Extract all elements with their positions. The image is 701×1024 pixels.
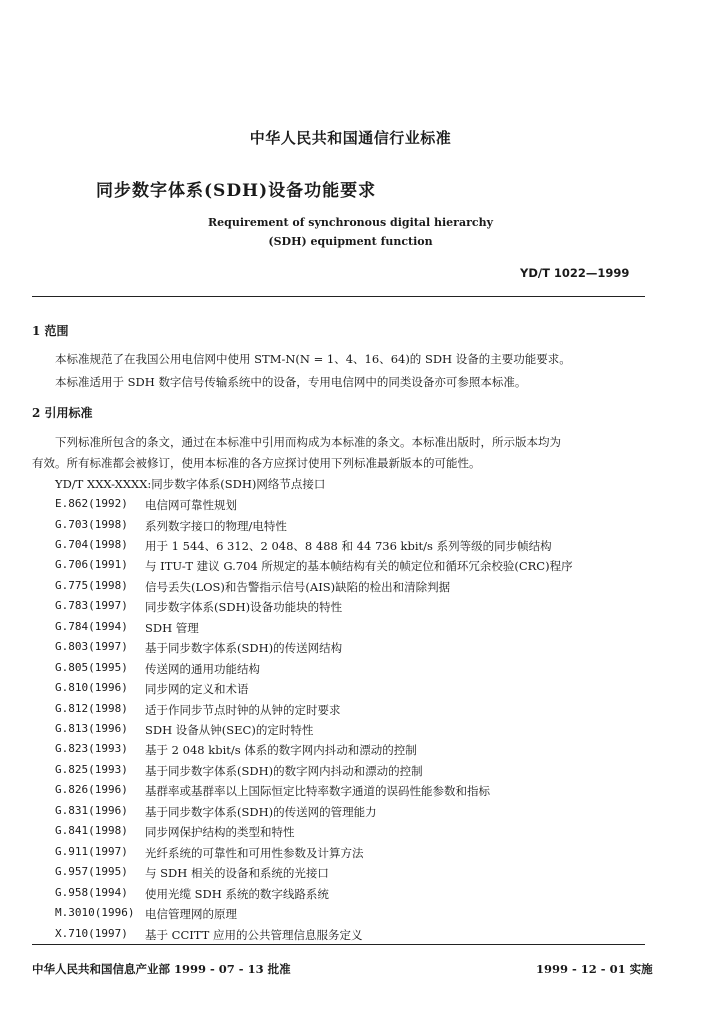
reference-code: G.775(1998) — [55, 578, 128, 592]
reference-code: G.823(1993) — [55, 742, 128, 756]
reference-code: G.805(1995) — [55, 660, 128, 674]
section-1-paragraph-2: 本标准适用于 SDH 数字信号传输系统中的设备，专用电信网中的同类设备亦可参照本标准。 — [55, 375, 527, 389]
reference-item-yd: YD/T XXX-XXXX:同步数字体系(SDH)网络节点接口 — [55, 477, 326, 491]
reference-title: 电信网可靠性规划 — [145, 498, 237, 512]
reference-code: X.710(1997) — [55, 926, 128, 940]
reference-code: G.784(1994) — [55, 619, 128, 633]
reference-title: 系列数字接口的物理/电特性 — [145, 518, 287, 533]
reference-code: G.958(1994) — [55, 885, 128, 899]
reference-title: 同步网的定义和术语 — [145, 682, 249, 696]
header-divider — [32, 296, 645, 297]
reference-title: 光纤系统的可靠性和可用性参数及计算方法 — [145, 845, 364, 860]
reference-title: 与 ITU-T 建议 G.704 所规定的基本帧结构有关的帧定位和循环冗余校验(CRC)程序 — [145, 559, 573, 574]
reference-title: 用于 1 544、6 312、2 048、8 488 和 44 736 kbit/s 系列等级的同步帧结构 — [145, 538, 552, 553]
reference-code: G.704(1998) — [55, 537, 128, 551]
effective-date: 1999 - 12 - 01 实施 — [536, 962, 653, 976]
reference-title: 基于 CCITT 应用的公共管理信息服务定义 — [145, 927, 363, 942]
reference-title: 基于同步数字体系(SDH)的数字网内抖动和漂动的控制 — [145, 763, 423, 778]
reference-code: G.841(1998) — [55, 824, 128, 838]
reference-code: G.911(1997) — [55, 844, 128, 858]
reference-title: 基于 2 048 kbit/s 体系的数字网内抖动和漂动的控制 — [145, 743, 417, 758]
section-1-heading: 1 范围 — [32, 324, 69, 338]
approval-date: 中华人民共和国信息产业部 1999 - 07 - 13 批准 — [32, 962, 291, 976]
reference-title: 信号丢失(LOS)和告警指示信号(AIS)缺陷的检出和清除判据 — [145, 579, 451, 594]
document-title-cn: 同步数字体系(SDH)设备功能要求 — [96, 181, 377, 201]
reference-title: 传送网的通用功能结构 — [145, 661, 260, 676]
reference-code: G.813(1996) — [55, 722, 128, 735]
reference-title: 适于作同步节点时钟的从钟的定时要求 — [145, 702, 341, 717]
section-2-heading: 2 引用标准 — [32, 406, 93, 420]
reference-title: 与 SDH 相关的设备和系统的光接口 — [145, 866, 329, 881]
reference-title: 基于同步数字体系(SDH)的传送网的管理能力 — [145, 804, 377, 819]
reference-title: 基于同步数字体系(SDH)的传送网结构 — [145, 641, 343, 656]
reference-code: G.703(1998) — [55, 517, 128, 531]
section-2-intro-line-2: 有效。所有标准都会被修订，使用本标准的各方应探讨使用下列标准最新版本的可能性。 — [32, 456, 481, 470]
reference-code: G.825(1993) — [55, 762, 128, 776]
reference-code: G.706(1991) — [55, 558, 128, 572]
reference-title: SDH 管理 — [145, 620, 199, 635]
reference-code: G.826(1996) — [55, 783, 128, 797]
reference-code: M.3010(1996) — [55, 906, 135, 919]
section-1-paragraph-1: 本标准规范了在我国公用电信网中使用 STM-N(N = 1、4、16、64)的 SDH 设备的主要功能要求。 — [55, 352, 571, 366]
reference-title: 同步网保护结构的类型和特性 — [145, 825, 295, 840]
reference-code: G.957(1995) — [55, 865, 128, 879]
footer-divider — [32, 944, 645, 945]
reference-code: G.812(1998) — [55, 701, 128, 715]
reference-title: 使用光缆 SDH 系统的数字线路系统 — [145, 886, 329, 901]
reference-title: 电信管理网的原理 — [145, 907, 237, 921]
reference-code: G.783(1997) — [55, 599, 128, 613]
reference-title: 基群率或基群率以上国际恒定比特率数字通道的误码性能参数和指标 — [145, 784, 490, 799]
reference-code: G.803(1997) — [55, 640, 128, 654]
section-2-intro-line-1: 下列标准所包含的条文，通过在本标准中引用而构成为本标准的条文。本标准出版时，所示版本均为 — [55, 435, 561, 449]
document-title-en-line1: Requirement of synchronous digital hierarchy — [208, 216, 493, 229]
reference-code: E.862(1992) — [55, 497, 128, 510]
reference-title: SDH 设备从钟(SEC)的定时特性 — [145, 723, 314, 737]
standard-number: YD/T 1022—1999 — [520, 266, 630, 280]
reference-code: G.831(1996) — [55, 803, 128, 817]
document-title-en-line2: (SDH) equipment function — [268, 235, 433, 248]
reference-code: G.810(1996) — [55, 681, 128, 694]
issuing-org-header: 中华人民共和国通信行业标准 — [249, 129, 452, 147]
reference-title: 同步数字体系(SDH)设备功能块的特性 — [145, 600, 343, 615]
